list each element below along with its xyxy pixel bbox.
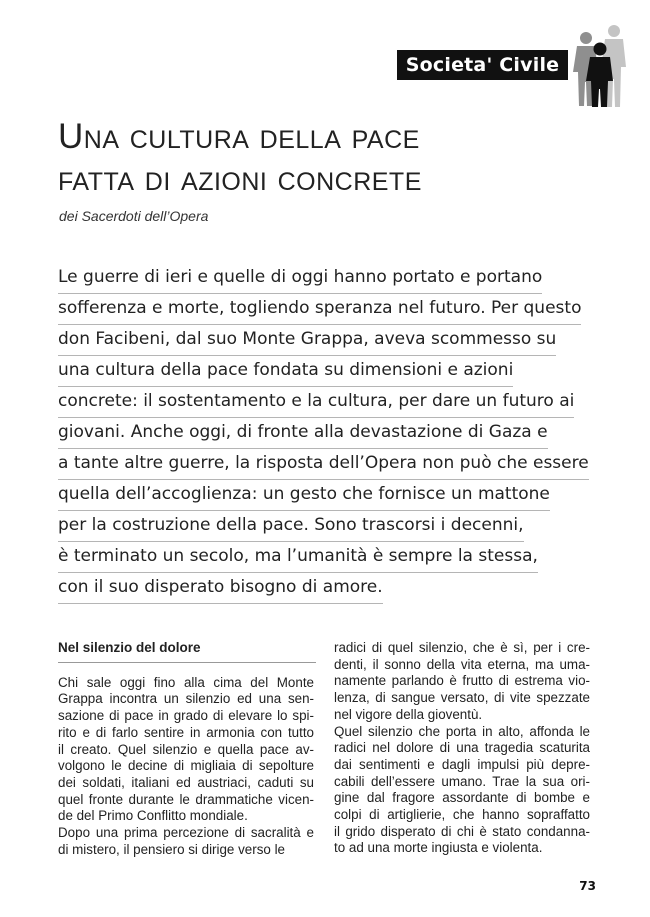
body-text-line: denti, il sonno della vita eterna, ma uma- [334, 656, 590, 672]
left-column-text [58, 675, 314, 859]
body-text-line: to ad una morte ingiusta e violenta. [334, 840, 543, 856]
section-label: Societa' Civile [405, 54, 560, 76]
body-text-line: nel vigore della gioventù. [334, 706, 483, 722]
lead-line: è terminato un secolo, ma l’umanità è sempre la stessa, [58, 542, 538, 573]
lead-line: Le guerre di ieri e quelle di oggi hanno portato e portano [58, 263, 542, 294]
body-text-line: namente parlando è frutto di estrema vio- [334, 673, 590, 689]
lead-line: quella dell’accoglienza: un gesto che fornisce un mattone [58, 480, 550, 511]
body-text-line: quel fronte durante le drammatiche vicen- [58, 791, 314, 807]
article-byline: dei Sacerdoti dell’Opera [59, 208, 209, 224]
body-text-line: Grappa incontra un silenzio ed una sen- [58, 691, 314, 707]
body-text-line: dai sentimenti e dagli impulsi più depre- [334, 756, 590, 772]
page-number: 73 [579, 879, 596, 893]
title-line: fatta di azioni concrete [58, 159, 422, 198]
lead-line: concrete: il sostentamento e la cultura, per dare un futuro ai [58, 387, 574, 418]
title-line: Una cultura della pace [58, 117, 420, 156]
body-text-line: lenza, di sangue versato, di vite spezzate [334, 690, 590, 706]
right-column [334, 640, 590, 857]
lead-line: a tante altre guerre, la risposta dell’Opera non può che essere [58, 449, 589, 480]
lead-line: per la costruzione della pace. Sono trascorsi i decenni, [58, 511, 524, 542]
lead-line: con il suo disperato bisogno di amore. [58, 573, 383, 604]
body-text-line: radici nel dolore di una tragedia scaturita [334, 740, 590, 756]
left-column [58, 640, 314, 858]
lead-line: sofferenza e morte, togliendo speranza nel futuro. Per questo [58, 294, 581, 325]
body-text-line: Dopo una prima percezione di sacralità e [58, 825, 314, 841]
body-text-line: de del Primo Conflitto mondiale. [58, 808, 248, 824]
body-text-line: il creato. Quel silenzio e quella pace av- [58, 741, 314, 757]
body-text-line: il grido disperato di chi è stato condanna- [334, 823, 590, 839]
right-column-text [334, 640, 590, 857]
body-text-line: di mistero, il pensiero si dirige verso le [58, 841, 285, 857]
body-text-line: colpi di artiglierie, che hanno sopraffatto [334, 807, 590, 823]
lead-paragraph [58, 263, 589, 604]
body-text-line: Chi sale oggi fino alla cima del Monte [58, 674, 314, 690]
body-text-line: rito e di farlo sentire in armonia con tutto [58, 724, 314, 740]
body-text-line: radici di quel silenzio, che è sì, per i cre- [334, 640, 590, 655]
article-title [58, 116, 618, 200]
people-silhouettes-icon [570, 22, 630, 108]
body-text-line: dei soldati, italiani ed austriaci, caduti su [58, 774, 314, 790]
lead-line: giovani. Anche oggi, di fronte alla devastazione di Gaza e [58, 418, 548, 449]
body-text-line: cabili dell’essere umano. Trae la sua ori- [334, 773, 590, 789]
lead-line: don Facibeni, dal suo Monte Grappa, aveva scommesso su [58, 325, 556, 356]
section-badge [397, 50, 568, 80]
body-text-line: sazione di pace in grado di elevare lo spi- [58, 708, 314, 724]
body-text-line: Quel silenzio che porta in alto, affonda le [334, 723, 590, 739]
body-text-line: gine dal fragore assordante di bombe e [334, 790, 590, 806]
body-text-line: volgono le decine di migliaia di sepolture [58, 758, 314, 774]
lead-line: una cultura della pace fondata su dimensioni e azioni [58, 356, 513, 387]
section-subheading: Nel silenzio del dolore [58, 640, 316, 663]
